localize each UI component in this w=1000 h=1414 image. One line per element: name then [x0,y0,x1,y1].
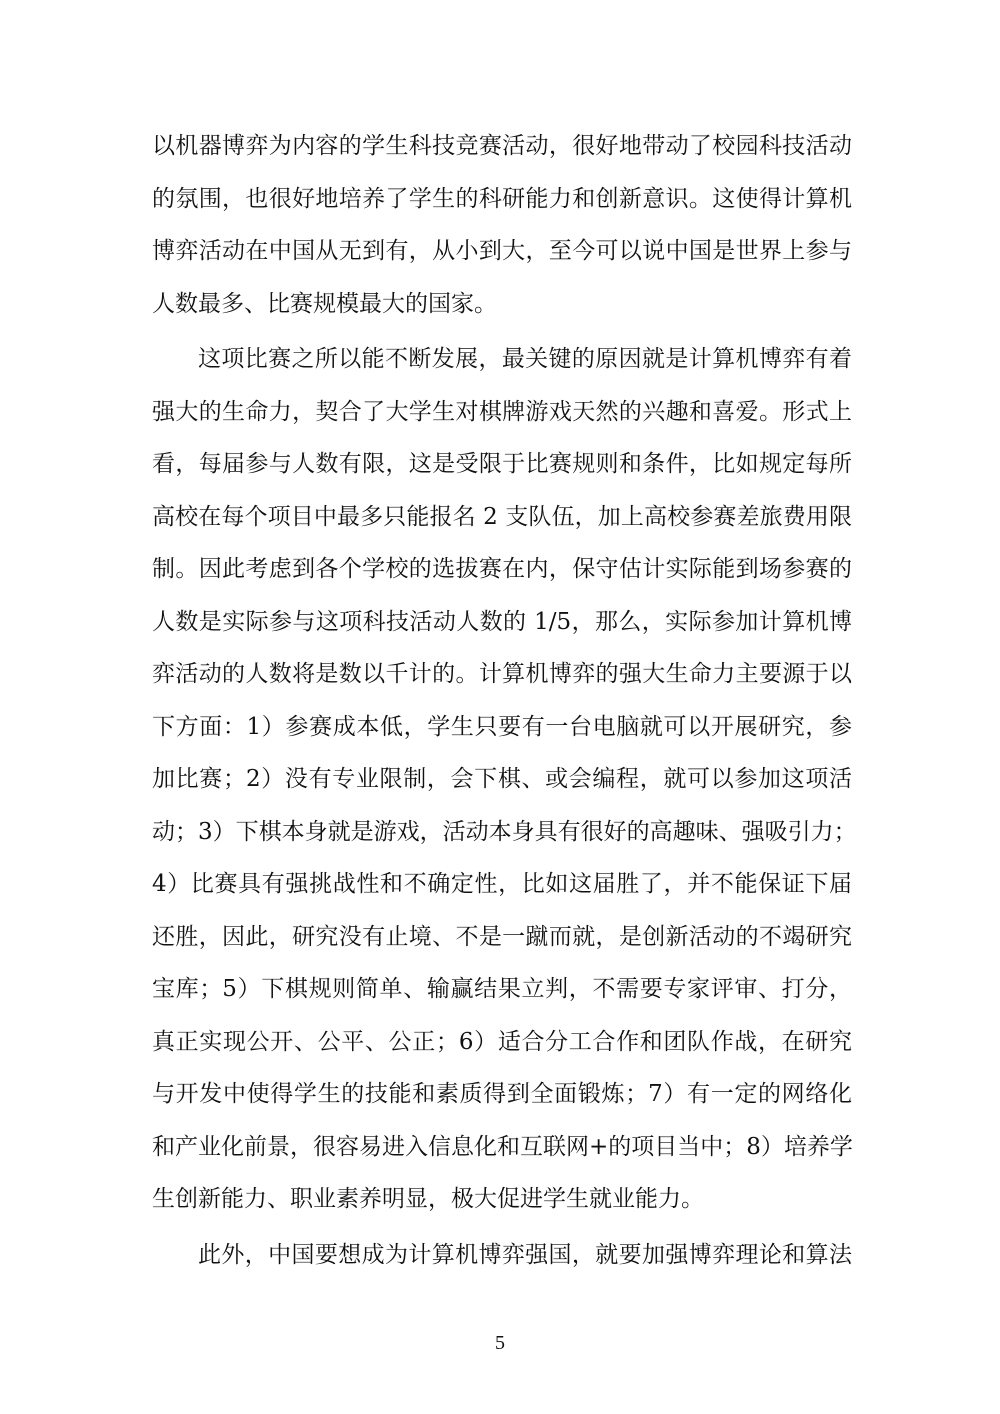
text-line: 人数是实际参与这项科技活动人数的 1/5，那么，实际参加计算机博 [152,608,852,635]
paragraph-2 [152,333,857,1226]
text-line: 4）比赛具有强挑战性和不确定性，比如这届胜了，并不能保证下届 [152,871,852,897]
paragraph-3 [152,1229,852,1282]
text-line: 以机器博弈为内容的学生科技竞赛活动，很好地带动了校园科技活动 [152,133,852,159]
body-text [152,120,857,1281]
text-line: 的氛围，也很好地培养了学生的科研能力和创新意识。这使得计算机 [152,185,852,212]
text-line: 博弈活动在中国从无到有，从小到大，至今可以说中国是世界上参与 [152,238,852,264]
text-line: 和产业化前景，很容易进入信息化和互联网+的项目当中；8）培养学 [152,1133,853,1160]
text-line: 高校在每个项目中最多只能报名 2 支队伍，加上高校参赛差旅费用限 [152,503,852,530]
text-line: 加比赛；2）没有专业限制，会下棋、或会编程，就可以参加这项活 [152,766,852,792]
text-line: 这项比赛之所以能不断发展，最关键的原因就是计算机博弈有着 [198,346,852,372]
text-line: 真正实现公开、公平、公正；6）适合分工合作和团队作战，在研究 [152,1028,852,1055]
text-line: 制。因此考虑到各个学校的选拔赛在内，保守估计实际能到场参赛的 [152,556,852,582]
text-line: 强大的生命力，契合了大学生对棋牌游戏天然的兴趣和喜爱。形式上 [152,398,852,425]
text-line: 动；3）下棋本身就是游戏，活动本身具有很好的高趣味、强吸引力； [152,818,857,845]
page-number: 5 [495,1332,505,1354]
text-line: 弈活动的人数将是数以千计的。计算机博弈的强大生命力主要源于以 [152,661,852,687]
text-line: 看，每届参与人数有限，这是受限于比赛规则和条件，比如规定每所 [152,451,852,477]
text-line: 下方面：1）参赛成本低，学生只要有一台电脑就可以开展研究，参 [152,713,852,740]
text-line: 与开发中使得学生的技能和素质得到全面锻炼；7）有一定的网络化 [152,1081,852,1107]
paragraph-1 [152,120,852,330]
text-line: 人数最多、比赛规模最大的国家。 [152,290,497,317]
text-line: 此外，中国要想成为计算机博弈强国，就要加强博弈理论和算法 [198,1241,852,1268]
text-line: 宝库；5）下棋规则简单、输赢结果立判，不需要专家评审、打分， [152,976,852,1002]
text-line: 还胜，因此，研究没有止境、不是一蹴而就，是创新活动的不竭研究 [152,923,852,950]
text-line: 生创新能力、职业素养明显，极大促进学生就业能力。 [152,1186,704,1212]
